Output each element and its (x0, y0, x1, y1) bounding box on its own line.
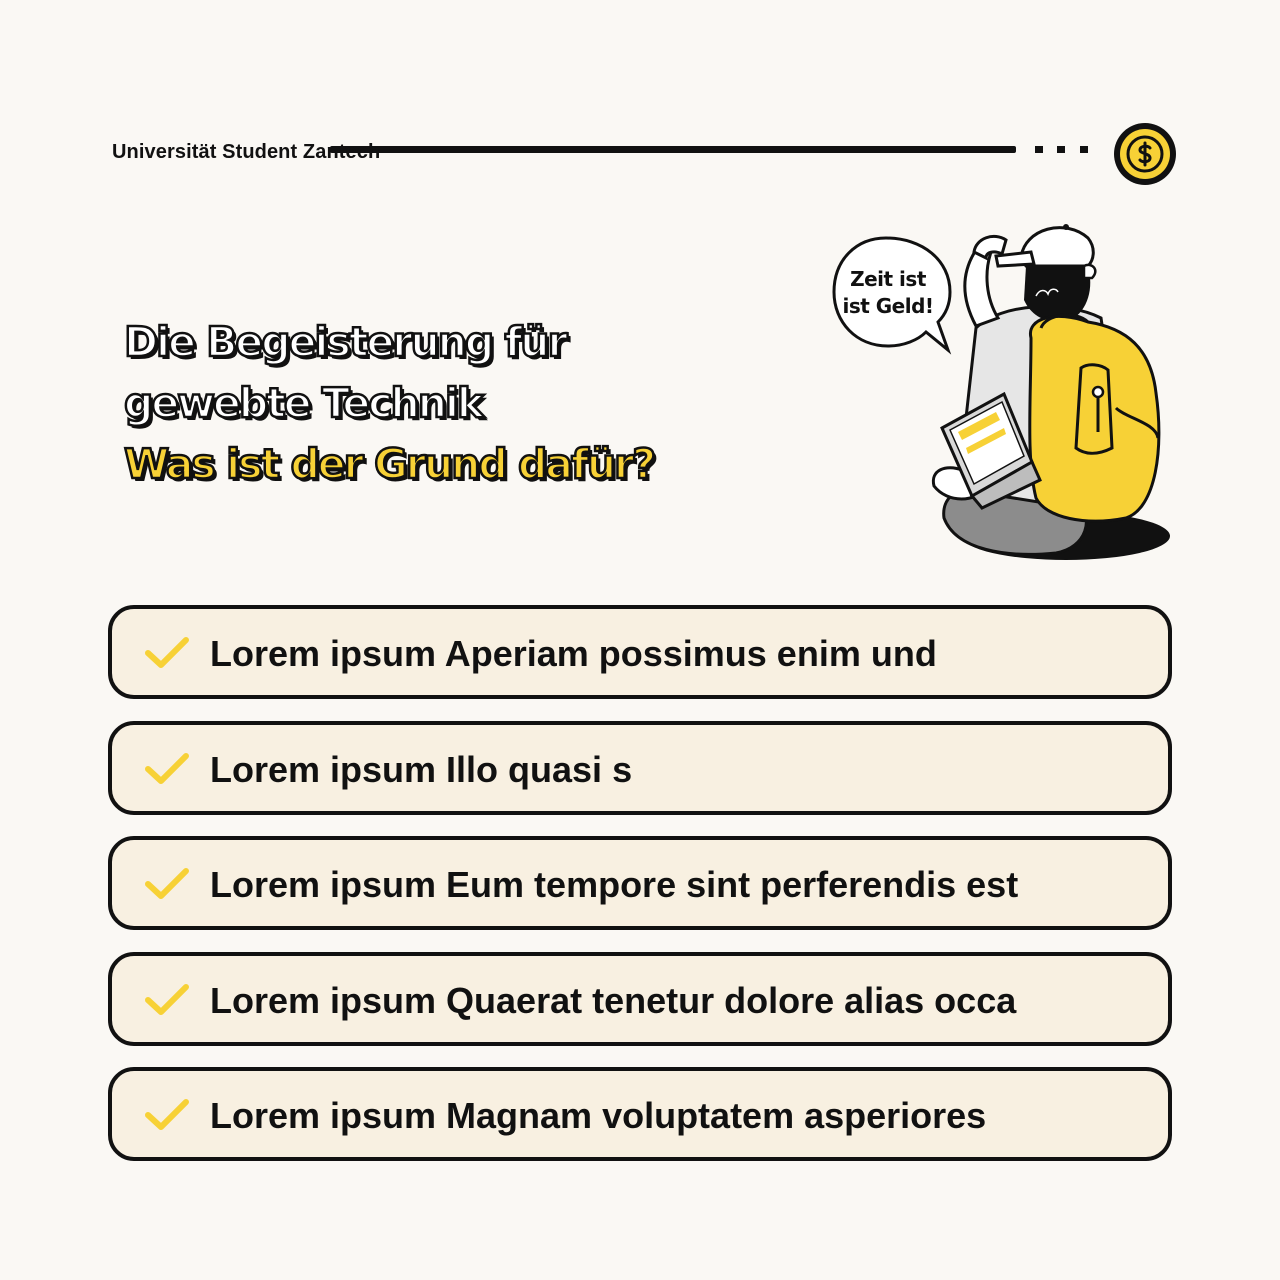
speech-bubble-line-2: ist Geld! (842, 294, 934, 318)
check-icon (144, 866, 190, 902)
headline-line-2: Was ist der Grund dafür? (124, 440, 655, 488)
checklist-item (108, 605, 1172, 699)
speech-bubble-line-1: Zeit ist (850, 267, 926, 291)
checklist-item-label: Lorem ipsum Eum tempore sint perferendis est (210, 864, 1019, 905)
check-icon (144, 751, 190, 787)
dollar-coin-icon (1112, 121, 1178, 187)
check-icon (144, 982, 190, 1018)
checklist-item-label: Lorem ipsum Illo quasi s (210, 748, 633, 790)
headline-line-1: Die Begeisterung für gewebte Technik (124, 318, 566, 427)
check-icon (144, 1097, 190, 1133)
checklist-item-label: Lorem ipsum Magnam voluptatem asperiores (210, 1095, 987, 1136)
checklist-item (108, 1067, 1172, 1161)
checklist-item-label: Lorem ipsum Aperiam possimus enim und (210, 633, 937, 674)
checklist-item (108, 836, 1172, 930)
checklist-item (108, 721, 1172, 815)
header-dot (1035, 146, 1043, 153)
checklist-item-label: Lorem ipsum Quaerat tenetur dolore alias occa (210, 979, 1017, 1021)
headline (124, 312, 744, 495)
checklist (108, 605, 1172, 1183)
checklist-item (108, 952, 1172, 1046)
header-dot (1080, 146, 1088, 153)
header-rule (330, 146, 1016, 153)
speech-bubble-text (836, 266, 940, 320)
header-dot (1057, 146, 1065, 153)
brand-name: Universität Student Zantech (112, 141, 381, 163)
check-icon (144, 635, 190, 671)
